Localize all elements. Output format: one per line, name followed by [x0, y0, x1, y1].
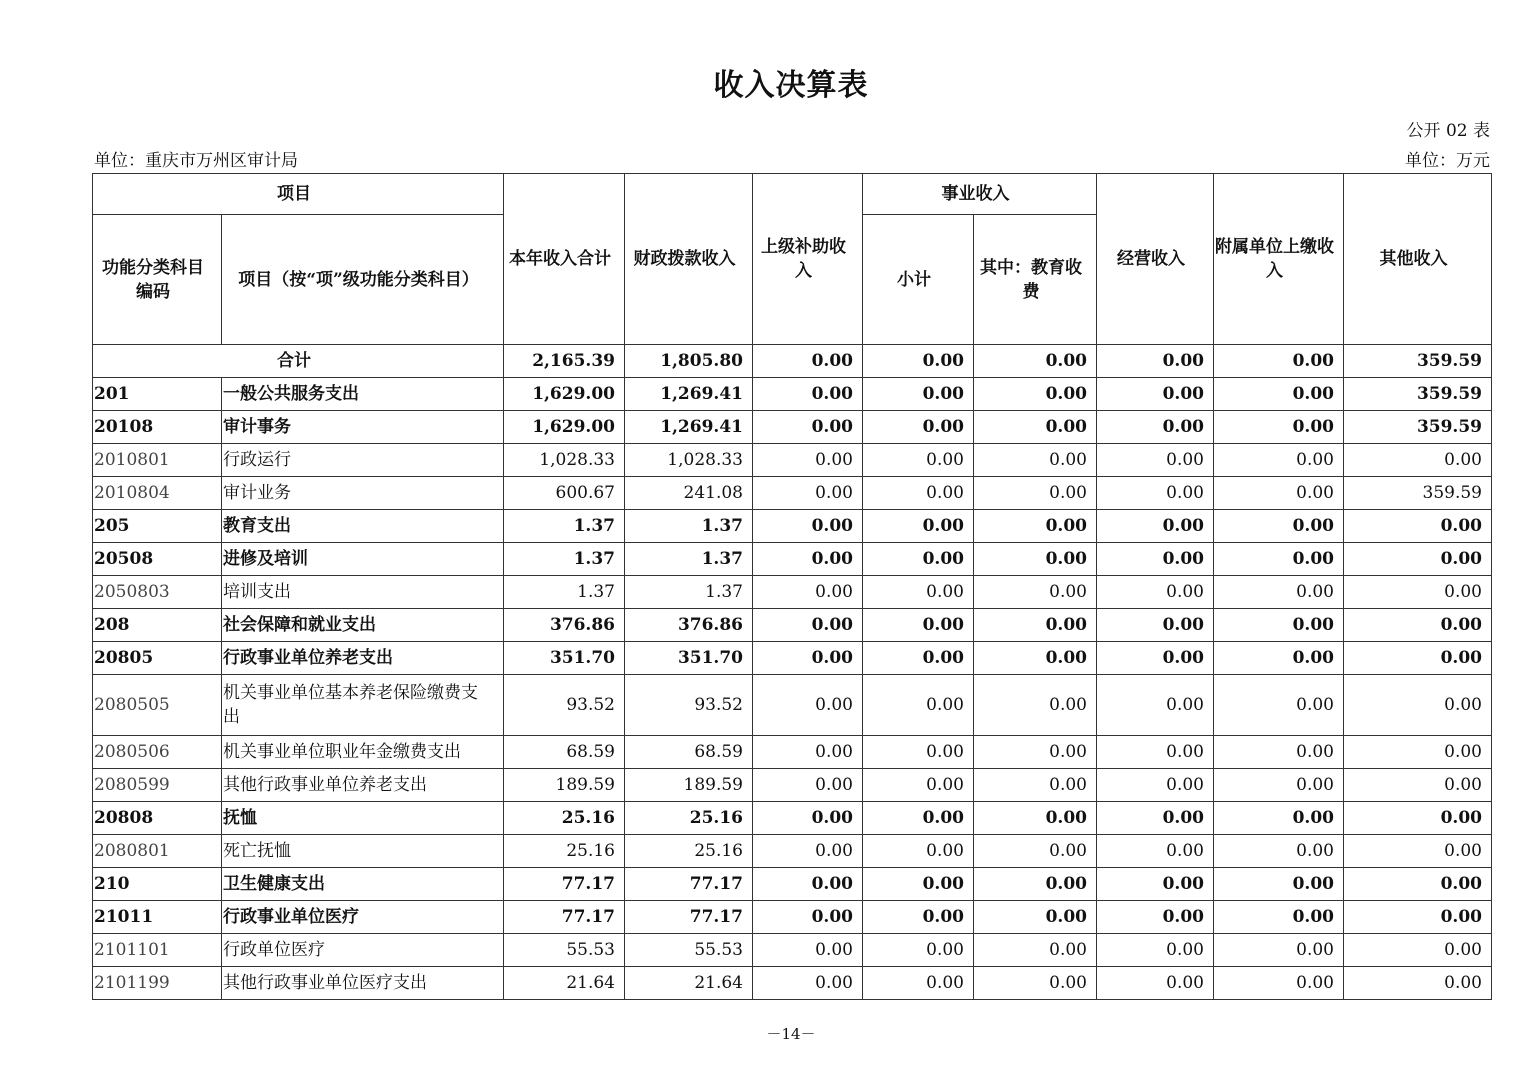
header-business: 经营收入 — [1097, 174, 1214, 345]
header-career-edu: 其中：教育收费 — [974, 215, 1097, 345]
row-value: 0.00 — [1344, 609, 1492, 642]
total-cell: 0.00 — [974, 345, 1097, 378]
row-value: 241.08 — [625, 477, 753, 510]
row-code: 2010804 — [93, 477, 222, 510]
row-value: 189.59 — [625, 769, 753, 802]
row-value: 0.00 — [1344, 675, 1492, 736]
row-value: 0.00 — [1344, 868, 1492, 901]
row-name: 死亡抚恤 — [222, 835, 504, 868]
row-code: 2080506 — [93, 736, 222, 769]
row-code: 2080505 — [93, 675, 222, 736]
row-value: 77.17 — [504, 868, 625, 901]
row-value: 21.64 — [504, 967, 625, 1000]
page-title: 收入决算表 — [713, 68, 869, 103]
header-total: 本年收入合计 — [504, 174, 625, 345]
row-value: 0.00 — [753, 835, 863, 868]
row-code: 20805 — [93, 642, 222, 675]
row-value: 0.00 — [863, 736, 974, 769]
row-value: 0.00 — [753, 642, 863, 675]
header-other: 其他收入 — [1344, 174, 1492, 345]
row-value: 0.00 — [1214, 675, 1344, 736]
row-code: 210 — [93, 868, 222, 901]
row-value: 0.00 — [1097, 642, 1214, 675]
row-value: 0.00 — [974, 642, 1097, 675]
row-value: 0.00 — [1214, 510, 1344, 543]
row-name: 行政事业单位养老支出 — [222, 642, 504, 675]
row-value: 0.00 — [863, 769, 974, 802]
row-value: 1.37 — [625, 576, 753, 609]
row-value: 25.16 — [625, 835, 753, 868]
row-value: 0.00 — [753, 411, 863, 444]
row-name: 社会保障和就业支出 — [222, 609, 504, 642]
row-value: 359.59 — [1344, 378, 1492, 411]
row-value: 0.00 — [1344, 967, 1492, 1000]
table-row — [93, 510, 1492, 543]
row-value: 0.00 — [974, 769, 1097, 802]
total-label: 合计 — [93, 345, 504, 378]
row-name: 教育支出 — [222, 510, 504, 543]
row-name: 一般公共服务支出 — [222, 378, 504, 411]
row-value: 0.00 — [863, 378, 974, 411]
row-code: 20808 — [93, 802, 222, 835]
total-cell: 359.59 — [1344, 345, 1492, 378]
row-value: 0.00 — [1214, 411, 1344, 444]
row-value: 0.00 — [974, 543, 1097, 576]
header-fiscal: 财政拨款收入 — [625, 174, 753, 345]
row-value: 0.00 — [974, 934, 1097, 967]
row-value: 0.00 — [863, 642, 974, 675]
row-name: 卫生健康支出 — [222, 868, 504, 901]
row-value: 600.67 — [504, 477, 625, 510]
row-name: 行政运行 — [222, 444, 504, 477]
row-value: 0.00 — [1097, 609, 1214, 642]
row-code: 2080599 — [93, 769, 222, 802]
row-value: 0.00 — [863, 901, 974, 934]
unit-organization: 单位：重庆市万州区审计局 — [94, 151, 298, 171]
row-value: 25.16 — [625, 802, 753, 835]
header-func-name: 项目（按“项”级功能分类科目） — [222, 215, 504, 345]
row-value: 359.59 — [1344, 477, 1492, 510]
row-value: 0.00 — [1344, 934, 1492, 967]
row-value: 0.00 — [1344, 642, 1492, 675]
row-value: 0.00 — [1344, 543, 1492, 576]
row-value: 0.00 — [1344, 835, 1492, 868]
row-value: 0.00 — [863, 967, 974, 1000]
row-value: 0.00 — [974, 835, 1097, 868]
row-code: 2010801 — [93, 444, 222, 477]
header-func-code: 功能分类科目编码 — [93, 215, 222, 345]
row-value: 0.00 — [1097, 835, 1214, 868]
header-superior: 上级补助收入 — [753, 174, 863, 345]
row-value: 0.00 — [974, 736, 1097, 769]
table-row — [93, 934, 1492, 967]
row-value: 0.00 — [1214, 967, 1344, 1000]
row-value: 55.53 — [625, 934, 753, 967]
total-cell: 0.00 — [1214, 345, 1344, 378]
row-name: 机关事业单位基本养老保险缴费支出 — [222, 675, 504, 736]
row-code: 2101101 — [93, 934, 222, 967]
row-value: 0.00 — [1344, 736, 1492, 769]
row-value: 0.00 — [1344, 576, 1492, 609]
row-value: 0.00 — [974, 477, 1097, 510]
table-row — [93, 901, 1492, 934]
row-value: 0.00 — [753, 769, 863, 802]
row-code: 2050803 — [93, 576, 222, 609]
row-value: 0.00 — [753, 802, 863, 835]
table-row — [93, 444, 1492, 477]
row-name: 其他行政事业单位医疗支出 — [222, 967, 504, 1000]
row-value: 0.00 — [753, 736, 863, 769]
row-value: 376.86 — [625, 609, 753, 642]
row-value: 0.00 — [1344, 769, 1492, 802]
row-value: 1.37 — [504, 543, 625, 576]
row-value: 0.00 — [974, 802, 1097, 835]
row-value: 0.00 — [974, 901, 1097, 934]
table-row — [93, 477, 1492, 510]
row-value: 351.70 — [504, 642, 625, 675]
row-name: 机关事业单位职业年金缴费支出 — [222, 736, 504, 769]
row-value: 0.00 — [1214, 642, 1344, 675]
table-row — [93, 642, 1492, 675]
row-value: 1,028.33 — [504, 444, 625, 477]
row-value: 0.00 — [1097, 934, 1214, 967]
row-value: 0.00 — [753, 868, 863, 901]
row-value: 0.00 — [1214, 444, 1344, 477]
form-number: 公开 02 表 — [1406, 121, 1490, 141]
row-value: 55.53 — [504, 934, 625, 967]
total-row — [93, 345, 1492, 378]
row-value: 0.00 — [1097, 675, 1214, 736]
row-value: 0.00 — [1097, 967, 1214, 1000]
row-value: 0.00 — [753, 901, 863, 934]
row-value: 0.00 — [974, 967, 1097, 1000]
row-value: 0.00 — [753, 675, 863, 736]
row-name: 行政单位医疗 — [222, 934, 504, 967]
row-code: 2101199 — [93, 967, 222, 1000]
row-value: 0.00 — [1214, 769, 1344, 802]
row-code: 20508 — [93, 543, 222, 576]
table-row — [93, 769, 1492, 802]
table-row — [93, 576, 1492, 609]
page-number: －14－ — [766, 1025, 816, 1043]
row-value: 0.00 — [974, 411, 1097, 444]
row-value: 0.00 — [863, 543, 974, 576]
row-value: 1.37 — [504, 576, 625, 609]
row-value: 0.00 — [1344, 444, 1492, 477]
table-row — [93, 868, 1492, 901]
row-value: 0.00 — [974, 444, 1097, 477]
row-value: 0.00 — [1214, 835, 1344, 868]
row-value: 0.00 — [863, 510, 974, 543]
table-row — [93, 675, 1492, 736]
row-value: 0.00 — [974, 576, 1097, 609]
row-name: 抚恤 — [222, 802, 504, 835]
row-value: 0.00 — [863, 477, 974, 510]
row-value: 1,629.00 — [504, 378, 625, 411]
row-value: 0.00 — [1214, 802, 1344, 835]
row-value: 1.37 — [504, 510, 625, 543]
row-value: 0.00 — [863, 675, 974, 736]
row-name: 进修及培训 — [222, 543, 504, 576]
row-value: 21.64 — [625, 967, 753, 1000]
row-value: 0.00 — [1097, 736, 1214, 769]
row-value: 0.00 — [1214, 543, 1344, 576]
row-value: 0.00 — [1344, 802, 1492, 835]
row-value: 1,629.00 — [504, 411, 625, 444]
table-row — [93, 378, 1492, 411]
income-table — [92, 173, 1492, 1000]
row-value: 0.00 — [1214, 477, 1344, 510]
row-value: 0.00 — [863, 444, 974, 477]
row-value: 0.00 — [1214, 576, 1344, 609]
row-value: 68.59 — [504, 736, 625, 769]
row-value: 0.00 — [1214, 609, 1344, 642]
row-value: 0.00 — [974, 609, 1097, 642]
row-value: 0.00 — [1214, 378, 1344, 411]
row-value: 77.17 — [625, 901, 753, 934]
row-value: 0.00 — [753, 967, 863, 1000]
row-value: 0.00 — [753, 934, 863, 967]
row-value: 0.00 — [1097, 576, 1214, 609]
row-name: 培训支出 — [222, 576, 504, 609]
total-cell: 0.00 — [863, 345, 974, 378]
row-name: 审计业务 — [222, 477, 504, 510]
header-career-subtotal: 小计 — [863, 215, 974, 345]
table-row — [93, 609, 1492, 642]
row-value: 1.37 — [625, 543, 753, 576]
row-value: 25.16 — [504, 802, 625, 835]
total-cell: 1,805.80 — [625, 345, 753, 378]
row-value: 0.00 — [863, 835, 974, 868]
row-value: 0.00 — [974, 510, 1097, 543]
row-code: 201 — [93, 378, 222, 411]
row-value: 0.00 — [1344, 901, 1492, 934]
row-value: 0.00 — [1097, 477, 1214, 510]
row-value: 0.00 — [1097, 802, 1214, 835]
row-value: 351.70 — [625, 642, 753, 675]
table-row — [93, 967, 1492, 1000]
row-value: 0.00 — [1214, 736, 1344, 769]
row-code: 205 — [93, 510, 222, 543]
row-value: 0.00 — [974, 868, 1097, 901]
header-affiliated: 附属单位上缴收入 — [1214, 174, 1344, 345]
unit-currency: 单位：万元 — [1405, 151, 1490, 171]
row-value: 1,269.41 — [625, 378, 753, 411]
row-value: 189.59 — [504, 769, 625, 802]
row-name: 其他行政事业单位养老支出 — [222, 769, 504, 802]
row-value: 0.00 — [753, 444, 863, 477]
row-value: 93.52 — [625, 675, 753, 736]
row-value: 25.16 — [504, 835, 625, 868]
row-value: 0.00 — [863, 609, 974, 642]
table-row — [93, 411, 1492, 444]
row-code: 208 — [93, 609, 222, 642]
row-value: 0.00 — [863, 934, 974, 967]
row-value: 0.00 — [1214, 934, 1344, 967]
row-name: 行政事业单位医疗 — [222, 901, 504, 934]
row-value: 0.00 — [1097, 444, 1214, 477]
row-value: 0.00 — [1097, 378, 1214, 411]
table-row — [93, 835, 1492, 868]
row-value: 0.00 — [1097, 411, 1214, 444]
row-value: 0.00 — [753, 543, 863, 576]
header-project: 项目 — [93, 174, 504, 215]
table-row — [93, 543, 1492, 576]
row-value: 68.59 — [625, 736, 753, 769]
row-value: 0.00 — [1214, 868, 1344, 901]
row-value: 1,028.33 — [625, 444, 753, 477]
row-code: 2080801 — [93, 835, 222, 868]
row-value: 0.00 — [753, 477, 863, 510]
table-row — [93, 736, 1492, 769]
row-name: 审计事务 — [222, 411, 504, 444]
row-value: 0.00 — [974, 675, 1097, 736]
row-code: 20108 — [93, 411, 222, 444]
row-value: 0.00 — [1344, 510, 1492, 543]
row-value: 1.37 — [625, 510, 753, 543]
total-cell: 0.00 — [1097, 345, 1214, 378]
row-value: 77.17 — [504, 901, 625, 934]
row-value: 77.17 — [625, 868, 753, 901]
row-value: 0.00 — [1097, 543, 1214, 576]
row-value: 0.00 — [753, 510, 863, 543]
row-code: 21011 — [93, 901, 222, 934]
row-value: 0.00 — [1097, 510, 1214, 543]
row-value: 0.00 — [753, 609, 863, 642]
row-value: 0.00 — [1097, 868, 1214, 901]
row-value: 0.00 — [863, 411, 974, 444]
row-value: 359.59 — [1344, 411, 1492, 444]
row-value: 0.00 — [863, 802, 974, 835]
row-value: 0.00 — [1097, 769, 1214, 802]
row-value: 376.86 — [504, 609, 625, 642]
row-value: 0.00 — [863, 576, 974, 609]
total-cell: 2,165.39 — [504, 345, 625, 378]
row-value: 0.00 — [753, 576, 863, 609]
header-career: 事业收入 — [863, 174, 1097, 215]
row-value: 1,269.41 — [625, 411, 753, 444]
total-cell: 0.00 — [753, 345, 863, 378]
table-row — [93, 802, 1492, 835]
row-value: 0.00 — [974, 378, 1097, 411]
row-value: 0.00 — [753, 378, 863, 411]
row-value: 0.00 — [863, 868, 974, 901]
row-value: 93.52 — [504, 675, 625, 736]
row-value: 0.00 — [1097, 901, 1214, 934]
row-value: 0.00 — [1214, 901, 1344, 934]
